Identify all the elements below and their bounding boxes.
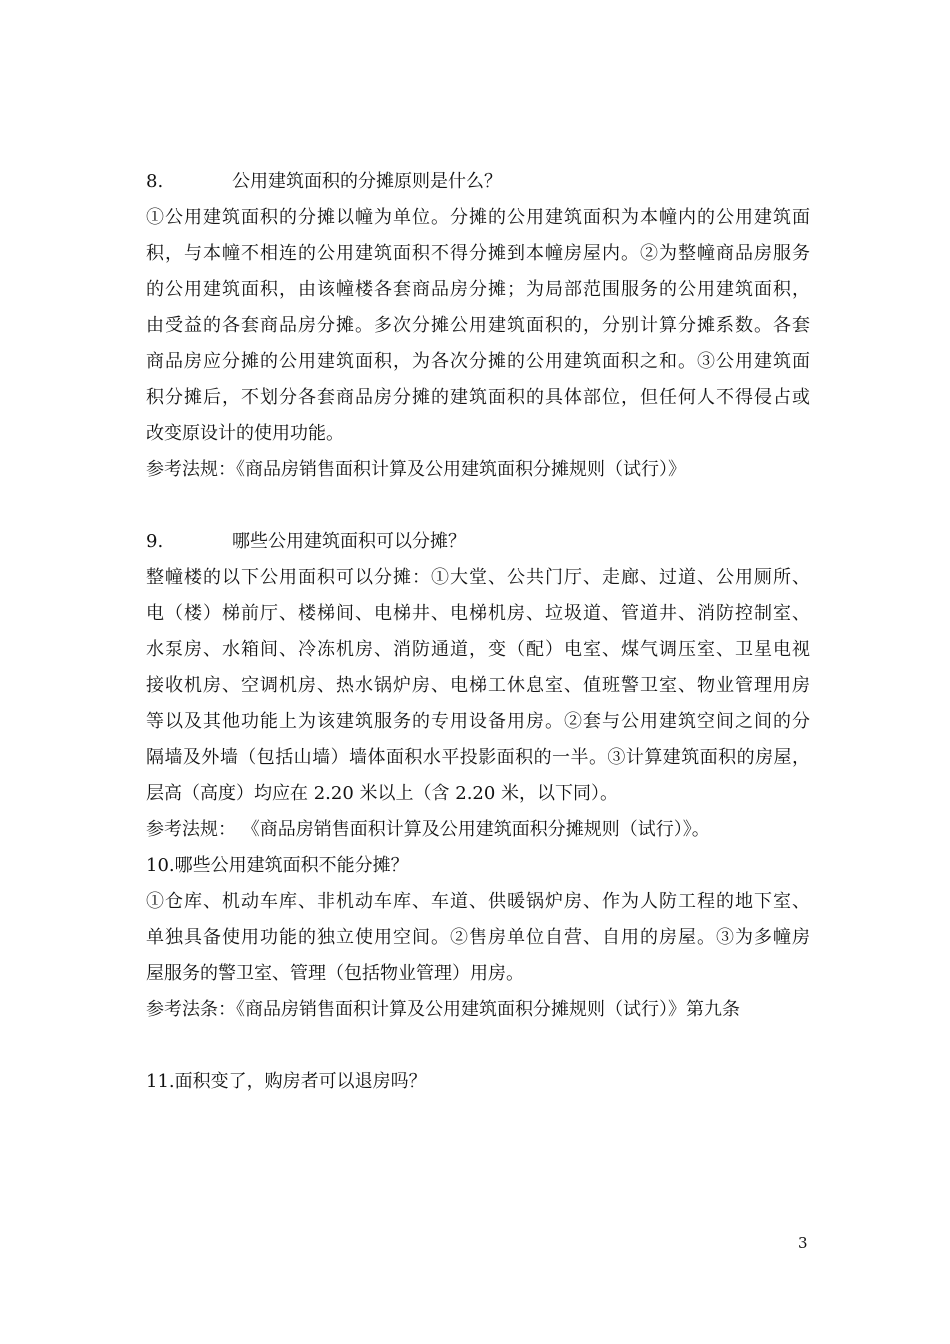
section-gap <box>146 1028 810 1064</box>
question-10-heading: 10.哪些公用建筑面积不能分摊？ <box>146 855 409 876</box>
question-9-text: 哪些公用建筑面积可以分摊？ <box>232 531 466 552</box>
answer-9-line-2: 电（楼）梯前厅、楼梯间、电梯井、电梯机房、垃圾道、管道井、消防控制室、 <box>146 603 810 624</box>
reference-10: 参考法条：《商品房销售面积计算及公用建筑面积分摊规则（试行）》第九条 <box>146 999 740 1020</box>
question-11-heading: 11.面积变了，购房者可以退房吗？ <box>146 1071 427 1092</box>
answer-8-line-5: 商品房应分摊的公用建筑面积，为各次分摊的公用建筑面积之和。③公用建筑面 <box>146 351 810 372</box>
answer-8-line-3: 的公用建筑面积，由该幢楼各套商品房分摊；为局部范围服务的公用建筑面积， <box>146 279 810 300</box>
section-gap <box>146 488 810 524</box>
reference-9: 参考法规： 《商品房销售面积计算及公用建筑面积分摊规则（试行）》。 <box>146 819 710 840</box>
answer-9-line-4: 接收机房、空调机房、热水锅炉房、电梯工休息室、值班警卫室、物业管理用房 <box>146 675 810 696</box>
answer-8-line-2: 积，与本幢不相连的公用建筑面积不得分摊到本幢房屋内。②为整幢商品房服务 <box>146 243 810 264</box>
answer-8-line-7: 改变原设计的使用功能。 <box>146 423 344 444</box>
answer-8-line-6: 积分摊后，不划分各套商品房分摊的建筑面积的具体部位，但任何人不得侵占或 <box>146 387 810 408</box>
question-8-text: 公用建筑面积的分摊原则是什么？ <box>232 171 502 192</box>
answer-9-line-7: 层高（高度）均应在 2.20 米以上（含 2.20 米，以下同）。 <box>146 783 619 804</box>
question-9-number: 9. <box>146 531 164 552</box>
answer-9-line-5: 等以及其他功能上为该建筑服务的专用设备用房。②套与公用建筑空间之间的分 <box>146 711 810 732</box>
answer-8-line-1: ①公用建筑面积的分摊以幢为单位。分摊的公用建筑面积为本幢内的公用建筑面 <box>146 207 810 228</box>
answer-9-line-6: 隔墙及外墙（包括山墙）墙体面积水平投影面积的一半。③计算建筑面积的房屋， <box>146 747 810 768</box>
answer-10-line-1: ①仓库、机动车库、非机动车库、车道、供暖锅炉房、作为人防工程的地下室、 <box>146 891 810 912</box>
answer-10-line-3: 屋服务的警卫室、管理（包括物业管理）用房。 <box>146 963 524 984</box>
answer-9-line-3: 水泵房、水箱间、冷冻机房、消防通道，变（配）电室、煤气调压室、卫星电视 <box>146 639 810 660</box>
question-8-heading <box>146 164 810 200</box>
page-number: 3 <box>798 1234 808 1252</box>
question-9-heading <box>146 524 810 560</box>
question-8-number: 8. <box>146 171 164 192</box>
answer-8-line-4: 由受益的各套商品房分摊。多次分摊公用建筑面积的，分别计算分摊系数。各套 <box>146 315 810 336</box>
reference-8: 参考法规：《商品房销售面积计算及公用建筑面积分摊规则（试行）》 <box>146 459 686 480</box>
document-body <box>146 164 810 1100</box>
answer-10-line-2: 单独具备使用功能的独立使用空间。②售房单位自营、自用的房屋。③为多幢房 <box>146 927 810 948</box>
answer-9-line-1: 整幢楼的以下公用面积可以分摊：①大堂、公共门厅、走廊、过道、公用厕所、 <box>146 567 810 588</box>
